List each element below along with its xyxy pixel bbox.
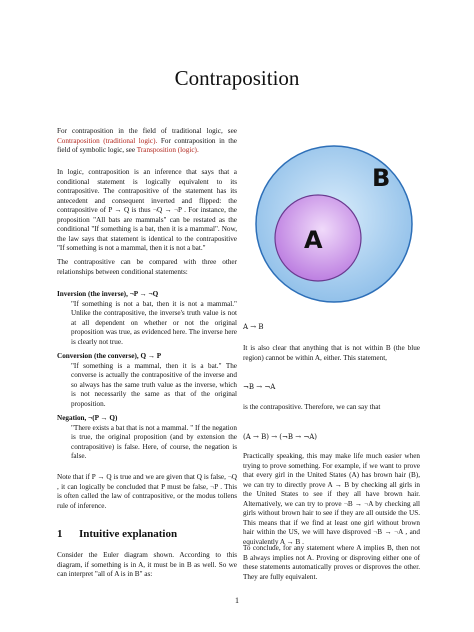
- label-b: B: [372, 164, 391, 192]
- inversion-block: [57, 290, 237, 347]
- compare-paragraph: The contrapositive can be compared with three other relationships between conditional statements:: [57, 258, 237, 276]
- conclusion-paragraph: To conclude, for any statement where A implies B, then not B always implies not A. Proving or disproving either one of these statements automatically proves or disproves the other. They are fully equivalent.: [243, 544, 420, 581]
- section-number: 1: [57, 528, 63, 540]
- section-heading: [57, 528, 177, 540]
- label-a: A: [304, 226, 323, 254]
- page-number: 1: [235, 596, 239, 605]
- euler-intro-paragraph: Consider the Euler diagram shown. According to this diagram, if something is in A, it must be in B as well. So we can interpret "all of A is in B" as:: [57, 551, 237, 578]
- conversion-body: "If something is a mammal, then it is a bat." The converse is actually the contrapositive of the inverse and so always has the same truth value as the inverse, which is not necessarily the same as that of the original proposition.: [71, 361, 237, 408]
- equation-a-implies-b: A → B: [243, 323, 264, 331]
- negation-heading: Negation, ¬(P → Q): [57, 414, 118, 422]
- practical-paragraph: Practically speaking, this may make life much easier when trying to prove something. For example, if we want to prove that every girl in the United States (A) has brown hair (B), we can try to directly prove A → B by checking all girls in the United States to see if they all have brown hair. Alternatively, we can try to prove ¬B → ¬A by checking all girls without brown hair to see if they are all outside the US. This means that if we find at least one girl without brown hair within the US, we will have disproved ¬B → ¬A , and equivalently A → B .: [243, 452, 420, 546]
- cannot-be-paragraph: It is also clear that anything that is not within B (the blue region) cannot be within A, either. This statement,: [243, 344, 420, 362]
- conversion-block: [57, 352, 237, 409]
- conversion-heading: Conversion (the converse), Q → P: [57, 352, 162, 360]
- hatnote-link-transposition[interactable]: Transposition (logic).: [136, 146, 199, 154]
- hatnote-text: For contraposition in the field of traditional logic, see: [57, 127, 237, 135]
- euler-diagram: [254, 124, 414, 324]
- inversion-body: "If something is not a bat, then it is not a mammal." Unlike the contrapositive, the inverse's truth value is not at all dependent on whether or not the original proposition was true, as evidenced here. The inverse here is clearly not true.: [71, 299, 237, 346]
- hatnote-link-traditional[interactable]: Contraposition (traditional logic).: [57, 136, 158, 145]
- page-title: Contraposition: [174, 66, 300, 90]
- hatnote-text-2: For contraposition in the field of symbolic logic, see: [57, 136, 237, 154]
- equation-contrapositive: ¬B → ¬A: [243, 383, 276, 391]
- note-paragraph: Note that if P → Q is true and we are given that Q is false, ¬Q , it can logically be concluded that P must be false, ¬P . This is often called the law of contrapositive, or the modus tollens rule of inference.: [57, 473, 237, 510]
- hatnote: [57, 127, 237, 156]
- inversion-heading: Inversion (the inverse), ¬P → ¬Q: [57, 290, 159, 298]
- intro-paragraph: In logic, contraposition is an inference that says that a conditional statement is logically equivalent to its contrapositive. The contrapositive of the statement has its antecedent and consequent inverted and flipped: the contrapositive of P → Q is thus ¬Q → ¬P . For instance, the proposition "All bats are mammals" can be restated as the conditional "If something is a bat, then it is a mammal". Now, the law says that statement is identical to the contrapositive "If something is not a mammal, then it is not a bat.": [57, 168, 237, 252]
- is-contrapositive-paragraph: is the contrapositive. Therefore, we can say that: [243, 403, 381, 411]
- equation-equivalence: (A → B) → (¬B → ¬A): [243, 433, 317, 441]
- negation-body: "There exists a bat that is not a mammal. " If the negation is true, the original proposition (and by extension the contrapositive) is false. Here, of course, the negation is false.: [71, 423, 237, 460]
- section-title: Intuitive explanation: [79, 528, 178, 540]
- negation-block: [57, 414, 237, 462]
